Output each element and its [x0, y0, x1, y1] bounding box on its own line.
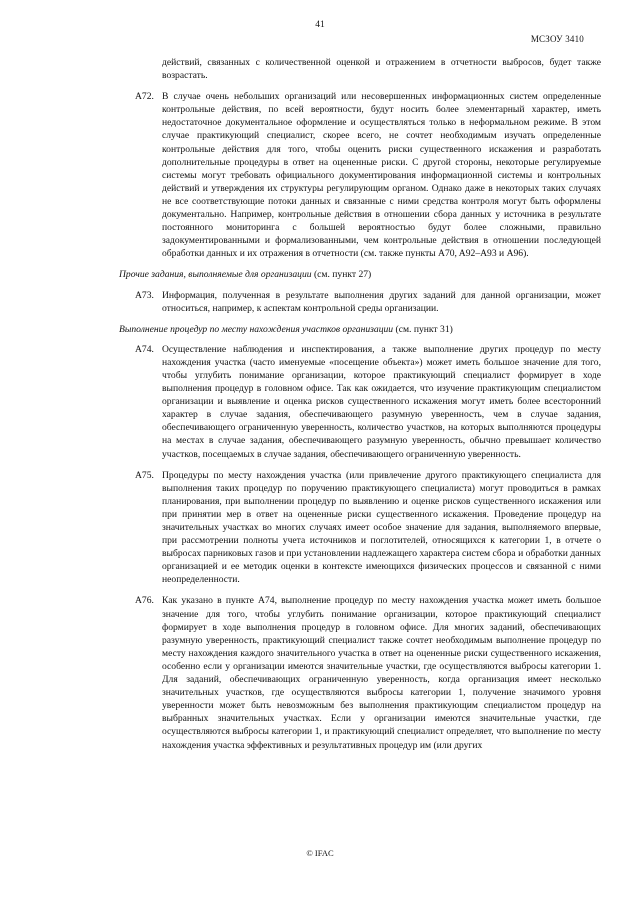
paragraph-group-3: [119, 343, 601, 752]
paragraph-text: Осуществление наблюдения и инспектирования, а также выполнение других процедур по месту нахождения участка (часто именуемые «посещение объекта») может иметь большое значение для того, чтобы углубить понимание организации, которое практикующий специалист формирует в ходе выполнения процедур в головном офисе. Так как ожидается, что изучение практикующим специалистом организации и выявление и оценка рисков существенного искажения могут иметь более всесторонний характер в случае задания, обеспечивающего разумную уверенность, чем в случае задания, обеспечивающего ограниченную уверенность, количество участков, на которых выполняются процедуры на местах в случае задания, обеспечивающего разумную уверенность, обычно превышает количество участков, посещаемых в случае задания, обеспечивающего ограниченную уверенность.: [162, 343, 601, 460]
paragraph-group-1: [119, 90, 601, 260]
numbered-paragraph: [119, 469, 601, 587]
paragraph-group-2: [119, 289, 601, 315]
lead-paragraph: действий, связанных с количественной оценкой и отражением в отчетности выбросов, будет также возрастать.: [162, 57, 601, 82]
section-heading-site-procedures: [119, 323, 601, 336]
paragraph-number: A72.: [135, 91, 154, 103]
section-heading-reference: (см. пункт 31): [393, 323, 453, 335]
paragraph-text: Информация, полученная в результате выполнения других заданий для данной организации, может относиться, например, к аспектам контрольной среды организации.: [162, 289, 601, 314]
document-code: МСЗОУ 3410: [530, 34, 584, 44]
section-heading-other-engagements: [119, 268, 601, 281]
paragraph-text: В случае очень небольших организаций или несовершенных информационных систем определенные контрольные действия, по всей вероятности, будут носить более элементарный характер, иметь недостаточное документальное оформление и осуществляться только в неформальном режиме. В этом случае практикующий специалист, скорее всего, не сочтет необходимым изучать определенные контрольные действия для того, чтобы оценить риски существенного искажения и разработать дополнительные процедуры в ответ на оцененные риски. С другой стороны, некоторые регулируемые системы могут требовать официального документирования информационной системы и контрольных действий и утверждения их структуры регулирующим органом. Однако даже в некоторых таких случаях не все соответствующие потоки данных и связанные с ними средства контроля могут быть оформлены документально. Например, контрольные действия в отношении сбора данных у источника в результате постоянного мониторинга с большей вероятностью будут более сложными, правильно задокументированными и формализованными, чем контрольные действия в отношении последующей обработки данных и их отражения в отчетности (см. также пункты A70, A92–A93 и A96).: [162, 91, 601, 260]
section-heading-reference: (см. пункт 27): [311, 269, 372, 281]
numbered-paragraph: [119, 594, 601, 751]
paragraph-number: A73.: [135, 289, 154, 301]
page-content: [119, 56, 601, 760]
section-heading-title: Прочие задания, выполняемые для организации: [119, 269, 312, 281]
copyright-footer: © IFAC: [306, 848, 334, 858]
paragraph-number: A75.: [135, 469, 154, 481]
section-heading-title: Выполнение процедур по месту нахождения участков организации: [119, 323, 394, 335]
page-number: 41: [315, 20, 325, 30]
paragraph-text: Как указано в пункте A74, выполнение процедур по месту нахождения участка может иметь большое значение для того, чтобы углубить понимание организации, которое практикующий специалист формирует в ходе выполнения процедур в головном офисе. Для многих заданий, обеспечивающих разумную уверенность, практикующий специалист также сочтет необходимым выполнение процедур по месту нахождения каждого значительного участка в ответ на оцененные риски существенного искажения, особенно если у организации имеются значительные участки, где осуществляются выбросы категории 1. Для заданий, обеспечивающих ограниченную уверенность, когда организация имеет несколько значительных участков, где осуществляются выбросы категории 1, получение значимого уровня уверенности может быть невозможным без выполнения практикующим специалистом процедур на выбранных значительных участках. Если у организации имеются значительные участки, где осуществляются выбросы категории 1, и практикующий специалист определяет, что выполнение по месту нахождения участка эффективных и результативных процедур им (или других: [162, 595, 601, 751]
numbered-paragraph: [119, 289, 601, 315]
paragraph-text: Процедуры по месту нахождения участка (или привлечение другого практикующего специалиста для выполнения таких процедур по поручению практикующего специалиста) могут проводиться в рамках планирования, при выполнении процедур по выявлению и оценке рисков существенного искажения или при принятии мер в ответ на оцененные риски существенного искажения. Проведение процедур на значительных участках во многих случаях имеет особое значение для задания, выполняемого впервые, при рассмотрении полноты учета источников и поглотителей, относящихся к категории 1, в отчете о выбросах парниковых газов и при установлении надлежащего характера систем сбора и обработки данных организацией и ее методик оценки в контексте имеющихся физических процессов и связанной с ними неопределенности.: [162, 469, 601, 586]
numbered-paragraph: [119, 343, 601, 461]
paragraph-number: A74.: [135, 343, 154, 355]
paragraph-number: A76.: [135, 595, 154, 607]
numbered-paragraph: [119, 90, 601, 260]
